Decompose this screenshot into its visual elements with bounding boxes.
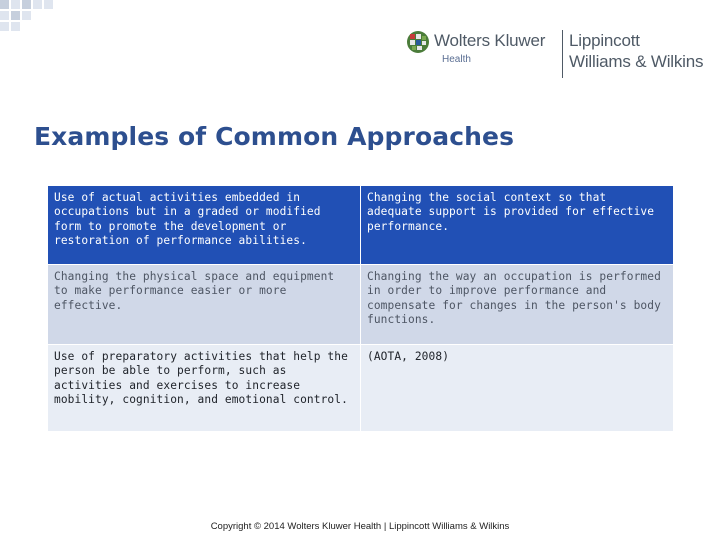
table-cell: Use of preparatory activities that help the person be able to perform, such as activities and exercises to increase mobility, cognition, and emotional control. [48, 345, 361, 432]
table-cell: Use of actual activities embedded in occupations but in a graded or modified form to promote the development or restoration of performance abilities. [48, 186, 361, 265]
publisher-line1: Lippincott [569, 31, 640, 50]
approaches-table [47, 185, 674, 432]
table-cell: Changing the physical space and equipment to make performance easier or more effective. [48, 265, 361, 345]
decorative-grid [0, 0, 56, 34]
table-row [48, 186, 674, 265]
table-row [48, 265, 674, 345]
logo-divider [562, 30, 563, 78]
table-cell: Changing the way an occupation is performed in order to improve performance and compensate for changes in the person's body functions. [361, 265, 674, 345]
table-row [48, 345, 674, 432]
brand-division: Health [442, 54, 471, 65]
wolters-kluwer-globe-icon [406, 30, 430, 54]
table-cell: Changing the social context so that adequate support is provided for effective performance. [361, 186, 674, 265]
slide-title: Examples of Common Approaches [34, 122, 515, 151]
publisher-line2: Williams & Wilkins [569, 52, 704, 71]
brand-primary: Wolters Kluwer [434, 31, 546, 50]
table-cell: (AOTA, 2008) [361, 345, 674, 432]
copyright-footer: Copyright © 2014 Wolters Kluwer Health | Lippincott Williams & Wilkins [210, 521, 510, 532]
